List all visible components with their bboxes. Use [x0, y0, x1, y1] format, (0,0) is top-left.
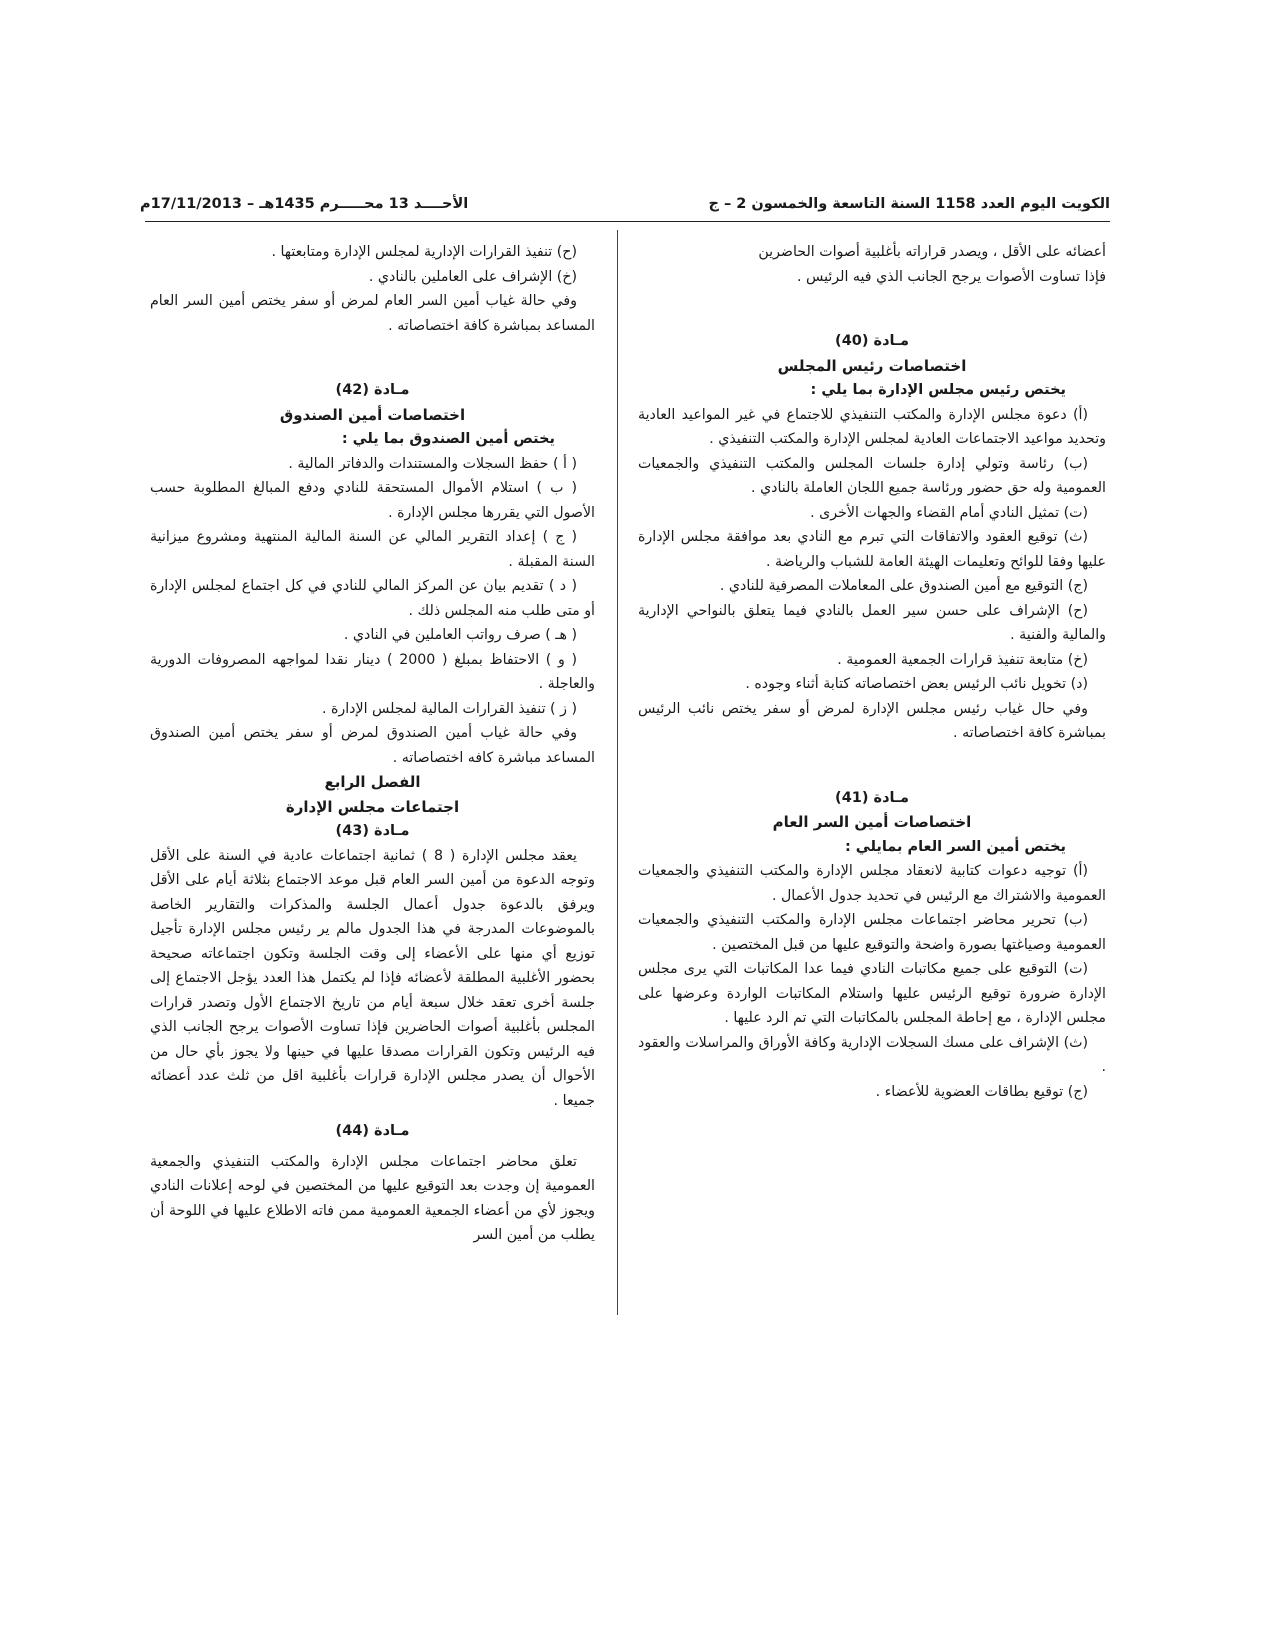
article-40-label: مـادة (40): [835, 333, 909, 349]
article-42-item: ( و ) الاحتفاظ بمبلغ ( 2000 ) دينار نقدا لمواجهه المصروفات الدورية والعاجلة .: [150, 651, 595, 692]
header-divider: [145, 221, 1110, 222]
article-42-item: ( ج ) إعداد التقرير المالي عن السنة المالية المنتهية ومشروع ميزانية السنة المقبلة .: [150, 529, 595, 570]
article-40-item: (ح) الإشراف على حسن سير العمل بالنادي فيما يتعلق بالنواحي الإدارية والمالية والفنية .: [638, 602, 1106, 643]
article-44-text: تعلق محاضر اجتماعات مجلس الإدارة والمكتب التنفيذي والجمعية العمومية إن وجدت بعد التوقيع عليها من المختصين في لوحه إعلانات النادي ويجوز لأي من أعضاء الجمعية العمومية ممن فاته الاطلاع عليها في اللوحة أن يطلب من أمين السر: [150, 1153, 595, 1243]
article-41-item: (ث) الإشراف على مسك السجلات الإدارية وكافة الأوراق والمراسلات والعقود .: [638, 1034, 1106, 1075]
article-41-item: (أ) توجيه دعوات كتابية لانعقاد مجلس الإدارة والمكتب التنفيذي والجمعيات العمومية والاشتراك مع الرئيس في تحديد جدول الأعمال .: [638, 863, 1106, 904]
article-42-closing: وفي حالة غياب أمين الصندوق لمرض أو سفر يختص أمين الصندوق المساعد مباشرة كافه اختصاصاته .: [150, 725, 595, 766]
article-42-intro: يختص أمين الصندوق بما يلي :: [341, 431, 555, 447]
article-42-title: اختصاصات أمين الصندوق: [279, 405, 466, 424]
article-41-item: (ج) توقيع بطاقات العضوية للأعضاء .: [875, 1083, 1088, 1100]
article-41-intro: يختص أمين السر العام بمايلي :: [844, 838, 1066, 855]
article-41-title: اختصاصات أمين السر العام: [772, 813, 972, 831]
article-40-title: اختصاصات رئيس المجلس: [777, 356, 967, 375]
article-42-label: مـادة (42): [335, 382, 410, 398]
column-divider: [617, 230, 618, 1315]
article-40-item: (ت) تمثيل النادي أمام القضاء والجهات الأخرى .: [810, 504, 1088, 521]
continued-line: أعضائه على الأقل ، ويصدر قراراته بأغلبية أصوات الحاضرين: [758, 244, 1106, 260]
article-42-item: ( أ ) حفظ السجلات والمستندات والدفاتر المالية .: [288, 455, 577, 472]
article-41-item: (ح) تنفيذ القرارات الإدارية لمجلس الإدارة ومتابعتها .: [271, 244, 577, 260]
article-40-item: (خ) متابعة تنفيذ قرارات الجمعية العمومية .: [837, 651, 1088, 668]
article-43-text: يعقد مجلس الإدارة ( 8 ) ثمانية اجتماعات عادية في السنة على الأقل وتوجه الدعوة من أمين السر العام قبل موعد الاجتماع بثلاثة أيام على الأقل ويرفق بالدعوة جدول أعمال الجلسة والمذكرات والتقارير الخاصة بالموضوعات المدرجة في هذا الجدول مالم ير رئيس مجلس الإدارة تأجيل توزيع أي منها على الأعضاء إلى وقت الجلسة وتكون اجتماعاته صحيحة بحضور الأغلبية المطلقة لأعضائه فإذا لم يكتمل هذا العدد يؤجل الاجتماع إلى جلسة أخرى تعقد خلال سبعة أيام من تاريخ الاجتماع الأول وتصدر قرارات المجلس بأغلبية أصوات الحاضرين فإذا تساوت الأصوات يرجح الجانب الذي فيه الرئيس وتكون القرارات مصدقا عليها في حينها ولا يجوز بأي حال من الأحوال أن يصدر مجلس الإدارة قرارات بأغلبية اقل من ثلث عدد أعضائه جميعا .: [150, 847, 595, 1109]
article-42-item: ( ب ) استلام الأموال المستحقة للنادي ودفع المبالغ المطلوبة حسب الأصول التي يقررها مجلس الإدارة .: [150, 480, 595, 521]
article-40-item: (ج) التوقيع مع أمين الصندوق على المعاملات المصرفية للنادي .: [719, 578, 1088, 594]
article-40-item: (ب) رئاسة وتولي إدارة جلسات المجلس والمكتب التنفيذي والجمعيات العمومية وله حق حضور ورئاسة جميع اللجان العاملة بالنادي .: [638, 455, 1106, 496]
article-44-label: مـادة (44): [335, 1123, 410, 1139]
article-41-item: (خ) الإشراف على العاملين بالنادي .: [368, 268, 577, 285]
page-header: [140, 194, 1110, 220]
left-column: [150, 240, 595, 1248]
chapter-label: الفصل الرابع: [324, 773, 421, 791]
article-40-item: (د) تخويل نائب الرئيس بعض اختصاصاته كتابة أثناء وجوده .: [745, 676, 1088, 692]
article-42-item: ( د ) تقديم بيان عن المركز المالي للنادي في كل اجتماع لمجلس الإدارة أو متى طلب منه المجلس ذلك .: [150, 578, 595, 619]
gazette-issue-info: الكويت اليوم العدد 1158 السنة التاسعة والخمسون 2 – ج: [708, 196, 1110, 212]
article-41-closing: وفي حالة غياب أمين السر العام لمرض أو سفر يختص أمين السر العام المساعد بمباشرة كافة اختصاصاته .: [150, 293, 595, 334]
article-40-closing: وفي حال غياب رئيس مجلس الإدارة لمرض أو سفر يختص نائب الرئيس بمباشرة كافة اختصاصاته .: [638, 700, 1106, 741]
article-40-item: (ث) توقيع العقود والاتفاقات التي تبرم مع النادي بعد موافقة مجلس الإدارة عليها وفقا للوائح وتعليمات الهيئة العامة للشباب والرياضة .: [638, 529, 1106, 570]
article-41-item: (ت) التوقيع على جميع مكاتبات النادي فيما عدا المكاتبات التي يرى مجلس الإدارة ضرورة توقيع الرئيس عليها واستلام المكاتبات الواردة وعرضها على مجلس الإدارة ، مع إحاطة المجلس بالمكاتبات التي تم الرد عليها .: [638, 961, 1106, 1026]
article-42-item: ( هـ ) صرف رواتب العاملين في النادي .: [343, 627, 577, 643]
continued-line: فإذا تساوت الأصوات يرجح الجانب الذي فيه الرئيس .: [796, 268, 1106, 285]
article-41-item: (ب) تحرير محاضر اجتماعات مجلس الإدارة والمكتب التنفيذي والجمعيات العمومية وصياغتها بصورة واضحة والتوقيع عليها من قبل المختصين .: [638, 912, 1106, 953]
article-42-item: ( ز ) تنفيذ القرارات المالية لمجلس الإدارة .: [321, 700, 577, 717]
chapter-title: اجتماعات مجلس الإدارة: [285, 797, 460, 816]
article-41-label: مـادة (41): [835, 789, 909, 806]
right-column: [638, 240, 1106, 1104]
article-40-item: (أ) دعوة مجلس الإدارة والمكتب التنفيذي للاجتماع في غير المواعيد العادية وتحديد مواعيد الاجتماعات العادية لمجلس الإدارة والمكتب التنفيذي .: [638, 406, 1106, 447]
article-40-intro: يختص رئيس مجلس الإدارة بما يلي :: [810, 382, 1066, 398]
gazette-date: الأحــــد 13 محـــــرم 1435هـ – 17/11/2013م: [140, 196, 469, 212]
article-43-label: مـادة (43): [335, 823, 410, 839]
